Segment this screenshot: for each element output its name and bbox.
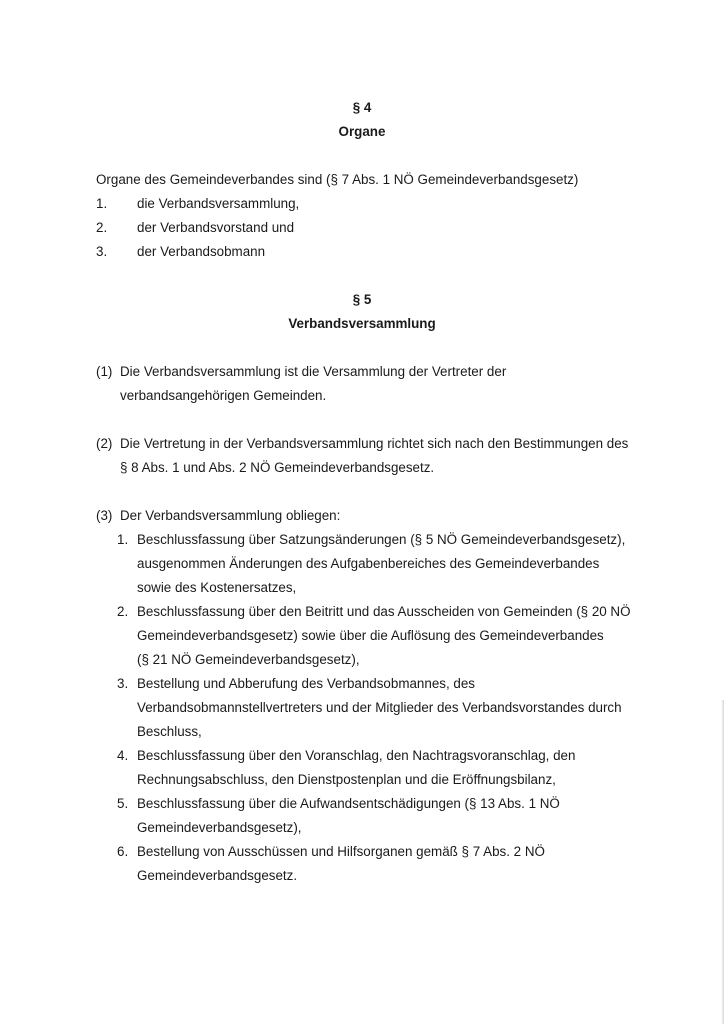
duty-item-line: Verbandsobmannstellvertreters und der Mitglieder des Verbandsvorstandes durch (137, 700, 622, 715)
duty-item-number: 6. (117, 844, 129, 859)
duty-item-line: Beschluss, (137, 724, 202, 739)
section-5-sign: § 5 (352, 292, 372, 307)
organ-item-text: die Verbandsversammlung, (137, 196, 300, 211)
organ-item-number: 1. (96, 196, 108, 211)
duty-item-number: 1. (117, 532, 129, 547)
organ-item-text: der Verbandsobmann (137, 244, 266, 259)
duty-item-line: Gemeindeverbandsgesetz), (137, 820, 302, 835)
duty-item-line: sowie des Kostenersatzes, (137, 580, 297, 595)
duty-item-number: 3. (117, 676, 129, 691)
organ-item-number: 2. (96, 220, 108, 235)
paragraph-1-line: verbandsangehörigen Gemeinden. (120, 388, 327, 403)
duty-item-line: Beschlussfassung über den Beitritt und das Ausscheiden von Gemeinden (§ 20 NÖ (137, 604, 631, 619)
duty-item-number: 5. (117, 796, 129, 811)
duty-item-line: Beschlussfassung über den Voranschlag, den Nachtragsvoranschlag, den (137, 748, 576, 763)
section-5-title: Verbandsversammlung (288, 316, 436, 331)
duty-item-line: Beschlussfassung über Satzungsänderungen (§ 5 NÖ Gemeindeverbandsgesetz), (137, 532, 626, 547)
duty-item-line: Bestellung von Ausschüssen und Hilfsorganen gemäß § 7 Abs. 2 NÖ (137, 844, 545, 859)
duty-item-line: (§ 21 NÖ Gemeindeverbandsgesetz), (137, 652, 360, 667)
section-4-title: Organe (338, 124, 386, 139)
paragraph-1-number: (1) (96, 364, 113, 379)
section-4-intro: Organe des Gemeindeverbandes sind (§ 7 Abs. 1 NÖ Gemeindeverbandsgesetz) (96, 172, 579, 187)
paragraph-2-line: Die Vertretung in der Verbandsversammlung richtet sich nach den Bestimmungen des (120, 436, 629, 451)
organ-item-text: der Verbandsvorstand und (137, 220, 295, 235)
duty-item-line: Bestellung und Abberufung des Verbandsobmannes, des (137, 676, 475, 691)
section-4-sign: § 4 (352, 100, 372, 115)
organ-item-number: 3. (96, 244, 108, 259)
duty-item-line: Gemeindeverbandsgesetz. (137, 868, 298, 883)
paragraph-3-number: (3) (96, 508, 113, 523)
duty-item-line: Beschlussfassung über die Aufwandsentschädigungen (§ 13 Abs. 1 NÖ (137, 796, 560, 811)
paragraph-1-line: Die Verbandsversammlung ist die Versammlung der Vertreter der (120, 364, 507, 379)
paragraph-2-number: (2) (96, 436, 113, 451)
duty-item-number: 2. (117, 604, 129, 619)
duty-item-line: Rechnungsabschluss, den Dienstpostenplan und die Eröffnungsbilanz, (137, 772, 556, 787)
duty-item-line: Gemeindeverbandsgesetz) sowie über die Auflösung des Gemeindeverbandes (137, 628, 604, 643)
paragraph-3-intro: Der Verbandsversammlung obliegen: (120, 508, 341, 523)
paragraph-2-line: § 8 Abs. 1 und Abs. 2 NÖ Gemeindeverbandsgesetz. (120, 460, 435, 475)
duty-item-line: ausgenommen Änderungen des Aufgabenbereiches des Gemeindeverbandes (137, 556, 600, 571)
duty-item-number: 4. (117, 748, 129, 763)
